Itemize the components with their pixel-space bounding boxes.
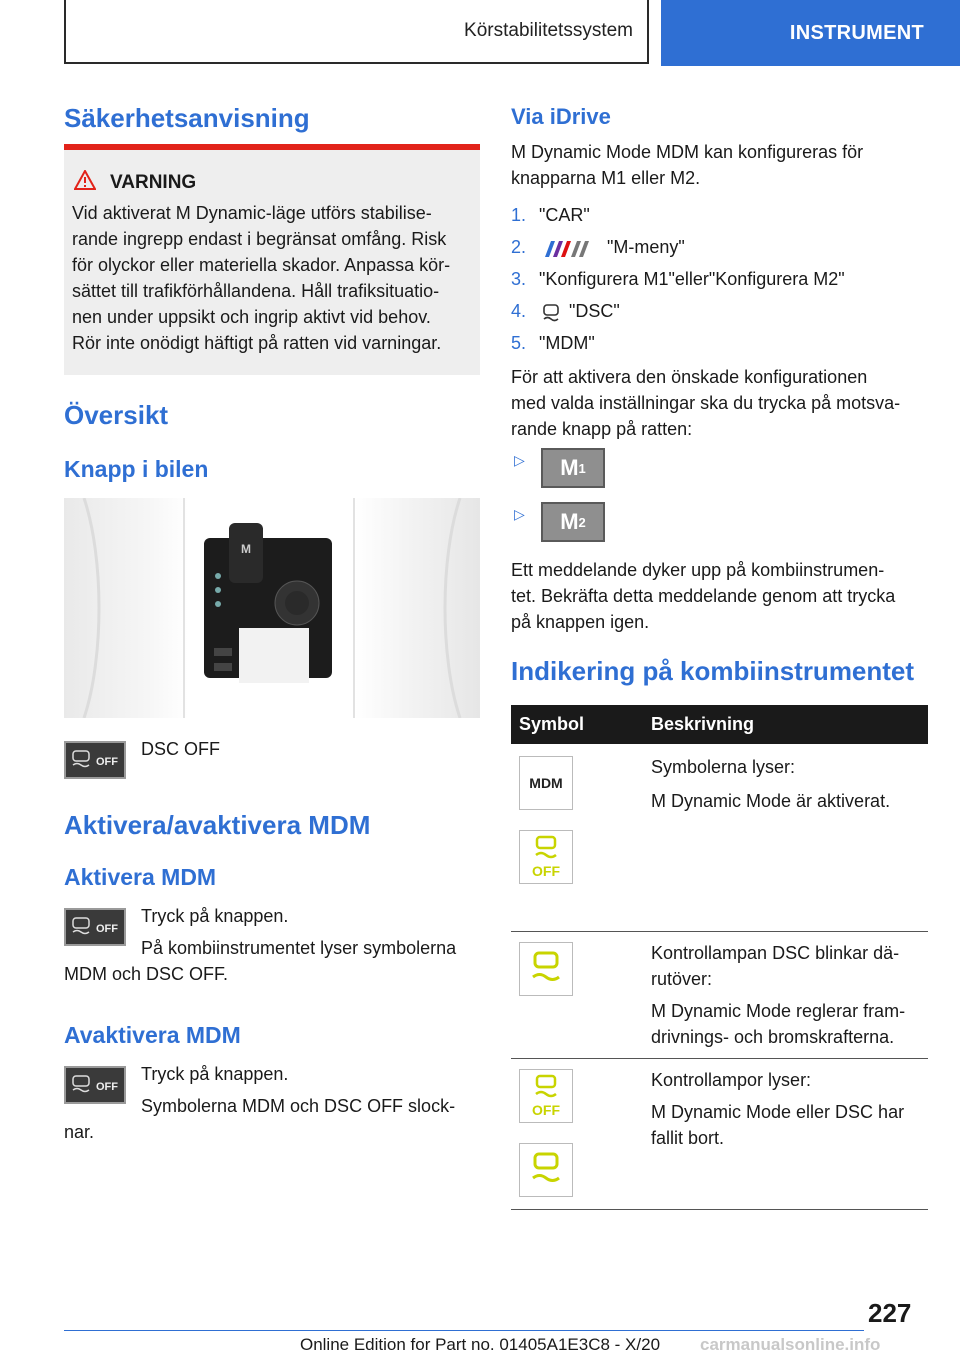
table-row (511, 1059, 928, 1210)
m1-button-icon: M 1 (541, 448, 605, 488)
activate-text: MDM och DSC OFF. (64, 964, 229, 984)
desc-line: M Dynamic Mode är aktiverat. (651, 791, 891, 811)
mdm-symbol-icon: MDM (519, 756, 573, 810)
activate-config-text: rande knapp på ratten: (511, 419, 693, 439)
message-text: tet. Bekräfta detta meddelande genom att trycka (511, 586, 896, 606)
list-item: 2. "M-meny" (511, 237, 685, 257)
list-item: 5. "MDM" (511, 333, 595, 353)
dsc-off-yellow-icon (519, 1069, 573, 1123)
overview-heading: Översikt (64, 400, 169, 430)
desc-line: fallit bort. (651, 1128, 725, 1148)
indicator-heading: Indikering på kombiinstrumentet (511, 656, 915, 686)
desc-line: M Dynamic Mode reglerar fram- (651, 1001, 906, 1021)
idrive-intro: M Dynamic Mode MDM kan konfigureras för (511, 142, 864, 162)
message-text: på knappen igen. (511, 612, 650, 632)
table-row (511, 932, 928, 1059)
deactivate-text: nar. (64, 1122, 95, 1142)
desc-line: Kontrollampor lyser: (651, 1070, 812, 1090)
warning-line: Rör inte onödigt häftigt på ratten vid varningar. (72, 333, 442, 353)
page-number: 227 (868, 1298, 912, 1328)
center-console-photo (64, 498, 480, 718)
button-heading: Knapp i bilen (64, 456, 209, 482)
chapter-tab[interactable] (661, 0, 960, 66)
desc-line: Symbolerna lyser: (651, 757, 796, 777)
dsc-car-icon (541, 301, 561, 321)
desc-line: M Dynamic Mode eller DSC har (651, 1102, 905, 1122)
warning-line: Vid aktiverat M Dynamic-läge utförs stabilise- (72, 203, 432, 223)
activate-step: Tryck på knappen. (141, 906, 289, 926)
dsc-off-yellow-icon (519, 830, 573, 884)
deactivate-text: Symbolerna MDM och DSC OFF slock- (141, 1096, 456, 1116)
activate-text: På kombiinstrumentet lyser symbolerna (141, 938, 457, 958)
activate-heading: Aktivera/avaktivera MDM (64, 810, 371, 840)
dsc-off-button-icon (64, 908, 126, 946)
idrive-steps (511, 199, 928, 359)
list-item: 3. "Konfigurera M1"eller"Konfigurera M2" (511, 269, 845, 289)
col-header-description: Beskrivning (643, 705, 928, 744)
idrive-intro: knapparna M1 eller M2. (511, 168, 701, 188)
warning-box (64, 144, 480, 375)
table-row (511, 744, 928, 932)
section-title: Körstabilitetssystem (464, 20, 633, 41)
activate-subheading: Aktivera MDM (64, 864, 217, 890)
deactivate-step: Tryck på knappen. (141, 1064, 289, 1084)
dsc-yellow-icon (519, 1143, 573, 1197)
dsc-off-icon (64, 741, 126, 779)
warning-line: nen under uppsikt och ingrip aktivt vid behov. (72, 307, 431, 327)
bullet-triangle-icon: ▷ (514, 506, 525, 522)
m-menu-icon (541, 237, 597, 257)
watermark: carmanualsonline.info (700, 1335, 881, 1354)
warning-line: för olyckor eller materiella skador. Anpassa kör- (72, 255, 451, 275)
dsc-off-label: DSC OFF (141, 739, 220, 759)
svg-text:OFF: OFF (96, 756, 118, 768)
list-item: 4. "DSC" (511, 301, 620, 321)
desc-line: Kontrollampan DSC blinkar dä- (651, 943, 900, 963)
indicator-table (511, 705, 928, 1210)
section-header (64, 0, 649, 64)
col-header-symbol: Symbol (511, 705, 643, 744)
desc-line: drivnings- och bromskrafterna. (651, 1027, 895, 1047)
svg-text:OFF: OFF (532, 1102, 560, 1118)
svg-text:OFF: OFF (532, 863, 560, 879)
m2-button-icon: M 2 (541, 502, 605, 542)
warning-triangle-icon (74, 170, 96, 196)
idrive-heading: Via iDrive (511, 104, 611, 129)
edition-text: Online Edition for Part no. 01405A1E3C8 - X/20 (299, 1335, 661, 1354)
svg-text:M: M (241, 542, 251, 556)
deactivate-subheading: Avaktivera MDM (64, 1022, 241, 1048)
svg-text:OFF: OFF (96, 1081, 118, 1093)
footer-divider (64, 1330, 864, 1331)
message-text: Ett meddelande dyker upp på kombiinstrumen- (511, 560, 885, 580)
dsc-off-button-icon (64, 1066, 126, 1104)
activate-config-text: med valda inställningar ska du trycka på motsva- (511, 393, 901, 413)
warning-line: sättet till trafikförhållandena. Håll trafiksituatio- (72, 281, 440, 301)
warning-title: VARNING (110, 172, 197, 193)
chapter-title: INSTRUMENT (789, 21, 924, 44)
safety-heading: Säkerhetsanvisning (64, 103, 310, 133)
desc-line: rutöver: (651, 969, 713, 989)
activate-config-text: För att aktivera den önskade konfigurationen (511, 367, 868, 387)
dsc-yellow-icon (519, 942, 573, 996)
list-item: 1. "CAR" (511, 205, 590, 225)
warning-line: rande ingrepp endast i begränsat omfång. Risk (72, 229, 447, 249)
svg-text:OFF: OFF (96, 923, 118, 935)
bullet-triangle-icon: ▷ (514, 452, 525, 468)
